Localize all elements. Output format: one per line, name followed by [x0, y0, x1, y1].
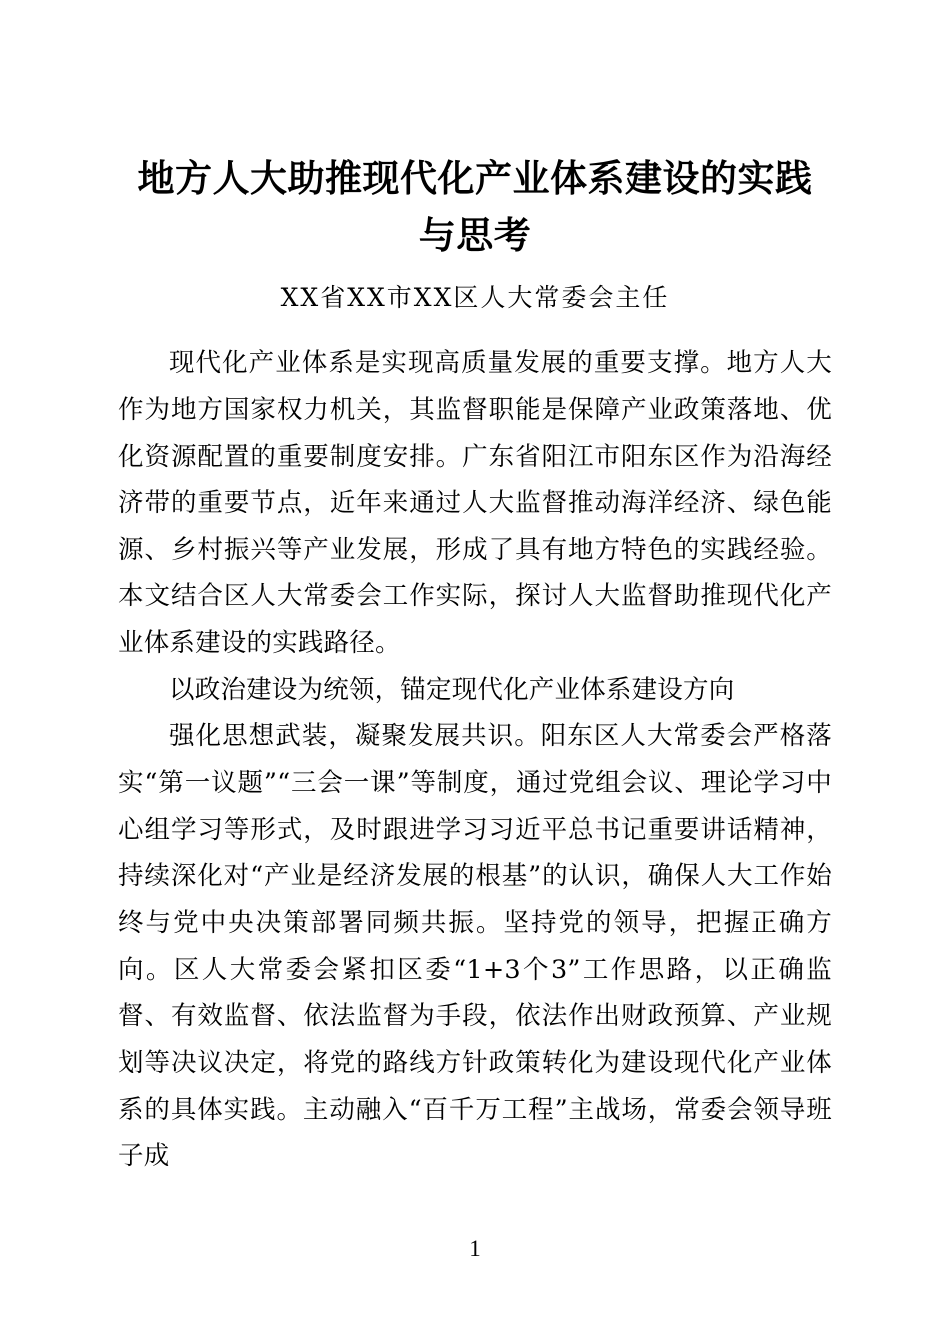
document-body [118, 340, 832, 1180]
page-number: 1 [469, 1236, 481, 1261]
document-byline: XX省XX市XX区人大常委会主任 [280, 282, 670, 312]
body-paragraph: 以政治建设为统领，锚定现代化产业体系建设方向 [169, 674, 735, 705]
body-paragraph: 现代化产业体系是实现高质量发展的重要支撑。地方人大作为地方国家权力机关，其监督职能是保障产业政策落地、优化资源配置的重要制度安排。广东省阳江市阳东区作为沿海经济带的重要节点，近年来通过人大监督推动海洋经济、绿色能源、乡村振兴等产业发展，形成了具有地方特色的实践经验。本文结合区人大常委会工作实际，探讨人大监督助推现代化产业体系建设的实践路径。 [118, 348, 832, 659]
page-title: 地方人大助推现代化产业体系建设的实践与思考 [137, 156, 813, 258]
body-paragraph: 强化思想武装，凝聚发展共识。阳东区人大常委会严格落实“第一议题”“三会一课”等制度，通过党组会议、理论学习中心组学习等形式，及时跟进学习习近平总书记重要讲话精神，持续深化对“产业是经济发展的根基”的认识，确保人大工作始终与党中央决策部署同频共振。坚持党的领导，把握正确方向。区人大常委会紧扣区委“1+3个3”工作思路，以正确监督、有效监督、依法监督为手段，依法作出财政预算、产业规划等决议决定，将党的路线方针政策转化为建设现代化产业体系的具体实践。主动融入“百千万工程”主战场，常委会领导班子成 [118, 721, 832, 1172]
